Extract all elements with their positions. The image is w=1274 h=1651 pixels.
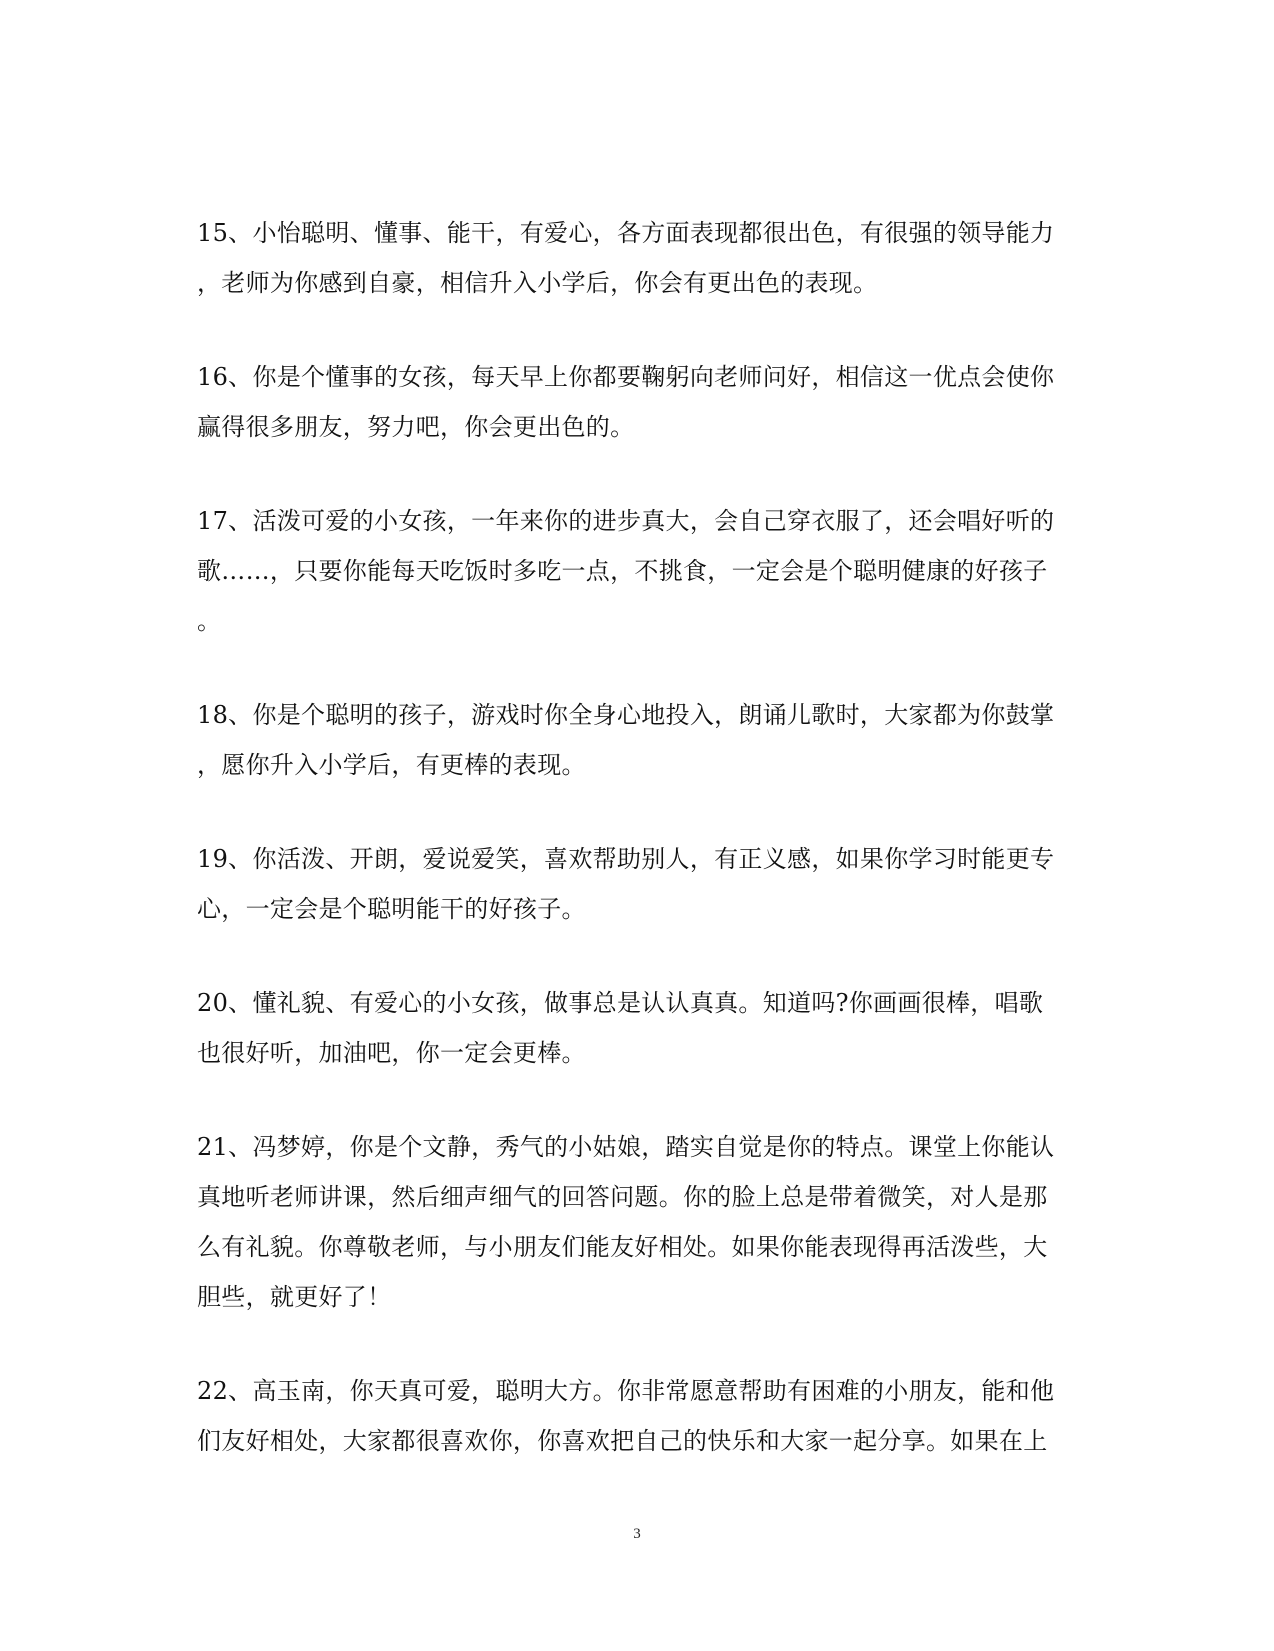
text-line: 赢得很多朋友，努力吧，你会更出色的。 — [197, 413, 635, 441]
paragraph-15 — [197, 208, 1077, 308]
paragraph-22 — [197, 1366, 1077, 1466]
text-line: ，老师为你感到自豪，相信升入小学后，你会有更出色的表现。 — [197, 269, 878, 297]
text-line: 16、你是个懂事的女孩，每天早上你都要鞠躬向老师问好，相信这一优点会使你 — [197, 363, 1055, 391]
text-line: 也很好听，加油吧，你一定会更棒。 — [197, 1039, 586, 1067]
text-line: 么有礼貌。你尊敬老师，与小朋友们能友好相处。如果你能表现得再活泼些，大 — [197, 1233, 1048, 1261]
text-line: 22、高玉南，你天真可爱，聪明大方。你非常愿意帮助有困难的小朋友，能和他 — [197, 1377, 1055, 1405]
document-body — [197, 208, 1077, 1510]
text-line: 19、你活泼、开朗，爱说爱笑，喜欢帮助别人，有正义感，如果你学习时能更专 — [197, 845, 1055, 873]
text-line: 20、懂礼貌、有爱心的小女孩，做事总是认认真真。知道吗?你画画很棒，唱歌 — [197, 989, 1044, 1017]
text-line: 歌……，只要你能每天吃饭时多吃一点，不挑食，一定会是个聪明健康的好孩子 — [197, 557, 1048, 585]
text-line: 胆些，就更好了！ — [197, 1283, 392, 1311]
text-line: ，愿你升入小学后，有更棒的表现。 — [197, 751, 586, 779]
paragraph-18 — [197, 690, 1077, 790]
paragraph-20 — [197, 978, 1077, 1078]
text-line: 真地听老师讲课，然后细声细气的回答问题。你的脸上总是带着微笑，对人是那 — [197, 1183, 1048, 1211]
text-line: 心，一定会是个聪明能干的好孩子。 — [197, 895, 586, 923]
text-line: 15、小怡聪明、懂事、能干，有爱心，各方面表现都很出色，有很强的领导能力 — [197, 219, 1055, 247]
paragraph-17 — [197, 496, 1077, 646]
text-line: 21、冯梦婷，你是个文静，秀气的小姑娘，踏实自觉是你的特点。课堂上你能认 — [197, 1133, 1055, 1161]
page-number: 3 — [633, 1526, 641, 1542]
text-line: 18、你是个聪明的孩子，游戏时你全身心地投入，朗诵儿歌时，大家都为你鼓掌 — [197, 701, 1055, 729]
text-line: 17、活泼可爱的小女孩，一年来你的进步真大，会自己穿衣服了，还会唱好听的 — [197, 507, 1055, 535]
text-line: 。 — [197, 607, 222, 635]
paragraph-19 — [197, 834, 1077, 934]
paragraph-16 — [197, 352, 1077, 452]
paragraph-21 — [197, 1122, 1077, 1322]
text-line: 们友好相处，大家都很喜欢你，你喜欢把自己的快乐和大家一起分享。如果在上 — [197, 1427, 1048, 1455]
